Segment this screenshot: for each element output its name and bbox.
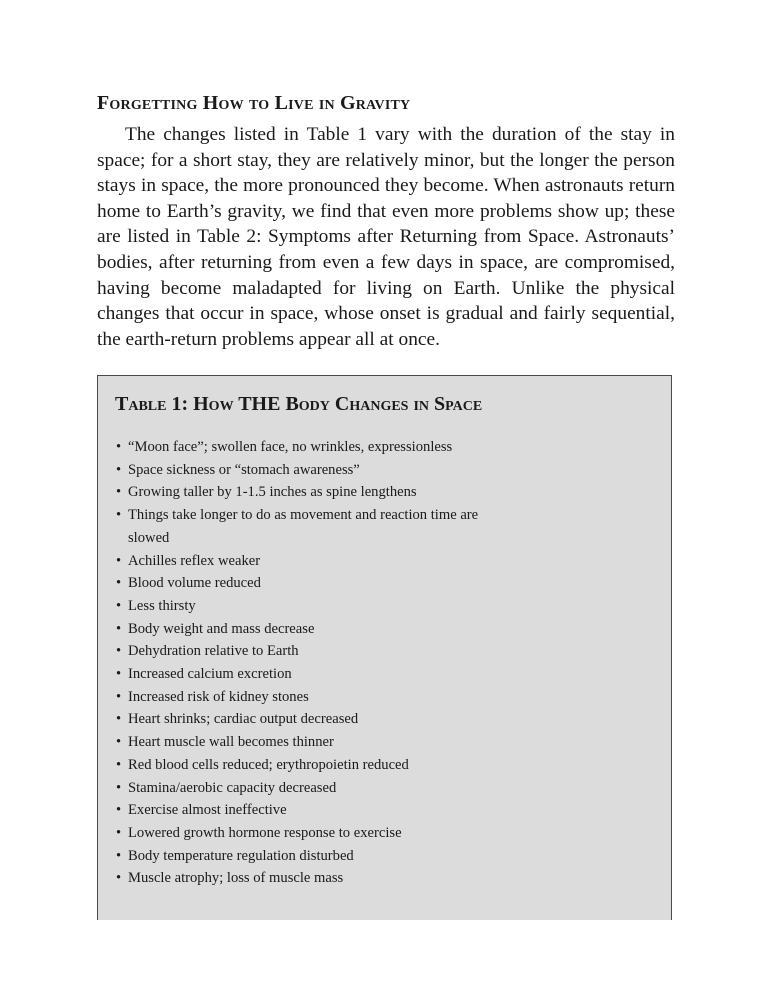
list-item: • Blood volume reduced: [128, 572, 488, 595]
table-item-list: [128, 436, 488, 890]
list-item: • Dehydration relative to Earth: [128, 640, 488, 663]
list-item: • “Moon face”; swollen face, no wrinkles, expressionless: [128, 436, 488, 459]
table-1-box: [97, 375, 672, 920]
list-item: • Less thirsty: [128, 595, 488, 618]
list-item: • Heart shrinks; cardiac output decreased: [128, 708, 488, 731]
list-item: • Heart muscle wall becomes thinner: [128, 731, 488, 754]
list-item: • Exercise almost ineffective: [128, 799, 488, 822]
section-heading: Forgetting How to Live in Gravity: [97, 92, 411, 114]
list-item: • Increased risk of kidney stones: [128, 686, 488, 709]
list-item: • Space sickness or “stomach awareness”: [128, 459, 488, 482]
body-paragraph: The changes listed in Table 1 vary with the duration of the stay in space; for a short stay, they are relatively minor, but the longer the person stays in space, the more pronounced they become. When astronauts return home to Earth’s gravity, we find that even more problems show up; these are listed in Table 2: Symptoms after Returning from Space. Astronauts’ bodies, after returning from even a few days in space, are compromised, having become maladapted for living on Earth. Unlike the physical changes that occur in space, whose onset is gradual and fairly sequential, the earth-return problems appear all at once.: [97, 124, 675, 350]
list-item: • Muscle atrophy; loss of muscle mass: [128, 867, 488, 890]
list-item: • Growing taller by 1-1.5 inches as spine lengthens: [128, 481, 488, 504]
list-item: • Body weight and mass decrease: [128, 618, 488, 641]
list-item: • Stamina/aerobic capacity decreased: [128, 777, 488, 800]
list-item: • Red blood cells reduced; erythropoietin reduced: [128, 754, 488, 777]
list-item: • Achilles reflex weaker: [128, 550, 488, 573]
table-title: Table 1: How THE Body Changes in Space: [115, 393, 483, 415]
list-item: • Lowered growth hormone response to exercise: [128, 822, 488, 845]
list-item: • Body temperature regulation disturbed: [128, 845, 488, 868]
list-item: • Increased calcium excretion: [128, 663, 488, 686]
list-item: • Things take longer to do as movement and reaction time are slowed: [128, 504, 488, 549]
